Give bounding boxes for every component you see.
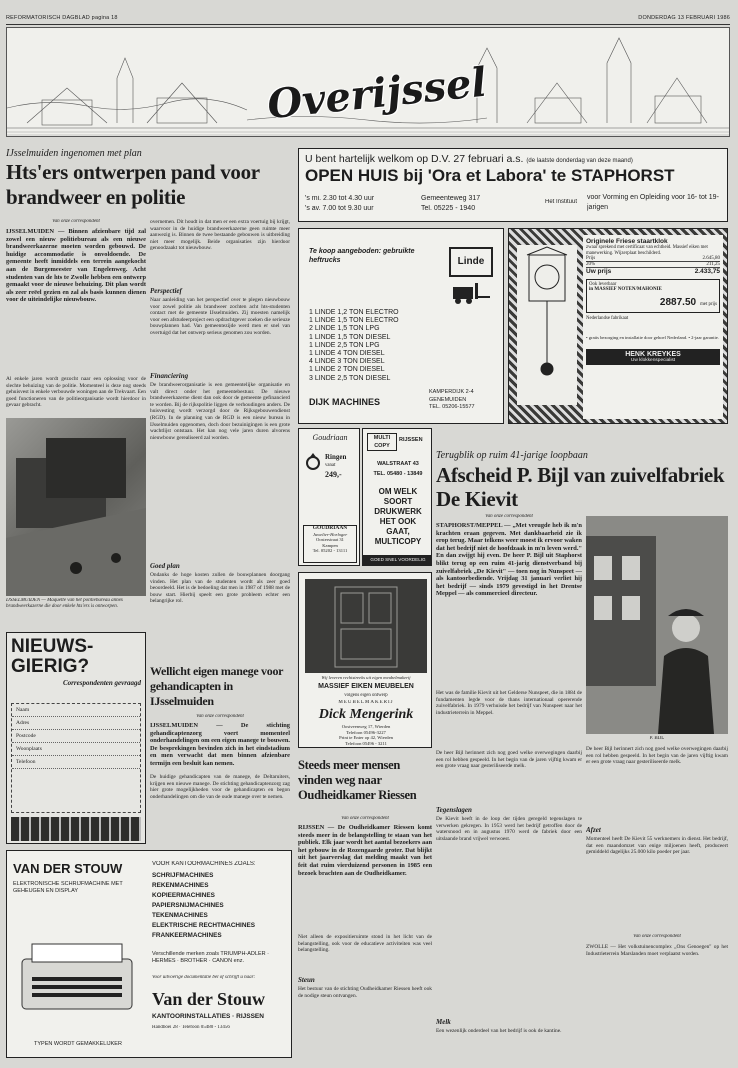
- article-title: Afscheid P. Bijl van zuivelfabriek De Kievit: [436, 463, 725, 511]
- article-body: De Kievit heeft in de loop der tijden geregeld tegenslagen te verwerken gekregen. In 1953 werd het bedrijf getroffen door de watersnood en in augustus 1970 werd de fabriek door een uitslaande brand vrijwel verwoest.: [436, 816, 582, 842]
- address-1: Gemeenteweg 317: [421, 195, 481, 202]
- list-item: 3 LINDE 2,5 TON DIESEL: [309, 374, 391, 382]
- article-body: Naar aanleiding van het perspectief over te plegen nieuwbouw voor zowel politie als brandweer zochten acht hts-studenten contact met de gemeente IJsselmuiden. Zij moesten namelijk voor een afstudeerproject een opdrachtgever zoeken die serieuze bouwplannen had. Van gemeentezijde werd men er snel van overtuigd dat het ontwerp serieus genomen zou worden.: [150, 297, 290, 336]
- maker: MEUBELMAKERIJ: [338, 700, 394, 705]
- offer-price: 2887.50: [659, 297, 697, 309]
- list-item: ELEKTRISCHE RECHTMACHINES: [152, 922, 255, 929]
- list-item: SCHRIJFMACHINES: [152, 872, 214, 879]
- article-body: De huidige gehandicapten van de manege, de Deltaruiters, krijgen een nieuwe manege. De stichting gehandicaptenzorg zag hier grote mogelijkheden voor de gehandicapten en begon onderhandelingen om die van de oude manege over te nemen.: [150, 774, 290, 800]
- subheading: Steun: [298, 976, 315, 984]
- forklift-icon: [449, 281, 493, 305]
- goudriaan-ad: [298, 428, 360, 566]
- article-kicker: IJsselmuiden ingenomen met plan: [6, 148, 142, 159]
- list-item: 1 LINDE 1,5 TON DIESEL: [309, 333, 391, 341]
- correspondent-line: Van onze correspondent: [52, 219, 100, 224]
- mengerink-ad: [298, 572, 432, 748]
- list-item: FRANKEERMACHINES: [152, 932, 222, 939]
- subheading: Perspectief: [150, 287, 182, 295]
- institute-label: Het Instituut: [545, 199, 578, 205]
- open-huis-ad: [298, 148, 728, 222]
- heftruck-ad: [298, 228, 504, 424]
- city: GENEMUIDEN: [429, 396, 467, 403]
- address-2: Tel. 05225 - 1940: [421, 205, 476, 212]
- nl-note: Nederlandse fabrikaat: [586, 316, 629, 322]
- article-title: Steeds meer mensen vinden weg naar Oudheidkamer Riessen: [298, 758, 417, 802]
- price-label: Uw prijs: [586, 268, 612, 276]
- address: Print te Enter op 42, Wierden: [339, 735, 393, 741]
- coupon-line: Adres: [12, 717, 140, 730]
- welcome-note: (de laatste donderdag van deze maand): [526, 158, 633, 164]
- vds-sub: ELEKTRONISCHE SCHRIJFMACHINE MET GEHEUGEN EN DISPLAY: [13, 881, 123, 894]
- article-body: De brandweerorganisatie is een gemeentelijke organisatie en valt direct onder het gemeentebestuur. De nieuwe brandweerkazerne dient dan ook door de gemeente gefinancierd te worden. Bij de rijkspolitie liggen de verhoudingen anders. De huisvesting wordt verzorgd door de Rijksgebouwendienst (RGD). In de planning van de RGD is een nieuw bureau in IJsselmuiden opgenomen, doch door bezuinigingen is een grote wachtlijst ontstaan. Het kan nog vele jaren duren alvorens nieuwbouw gerealiseerd zal worden.: [150, 382, 290, 441]
- offer-box: [586, 279, 720, 313]
- list-item: 2 LINDE 1,5 TON LPG: [309, 325, 380, 333]
- ad-title: NIEUWS-GIERIG?: [11, 637, 94, 677]
- correspondent-line: Van onze correspondent: [633, 934, 681, 939]
- correspondent-line: Van onze correspondent: [341, 816, 389, 821]
- multicopy-logo: MULTI COPY: [367, 433, 397, 451]
- clock-title: Originele Friese staartklok: [586, 238, 668, 245]
- name: GOUDRIAAN: [312, 525, 348, 531]
- typewriter-keys-image: [11, 817, 141, 841]
- article-body: overnemen. Dit houdt in dat men er een extra voertuig bij krijgt, waarvoor in de huidige brandweerkazerne geen ruimte meer aanwezig is. Binnen de twee bestaande gebouwen is uitbreiding niet meer mogelijk. Beide organisaties zijn hierdoor genoodzaakt tot nieuwbouw.: [150, 219, 290, 252]
- price-value: 211,25: [706, 262, 720, 268]
- multicopy-body: OM WELK SOORT DRUKWERK HET OOK GAAT, MULTICOPY: [374, 487, 422, 546]
- ring-icon: [303, 451, 323, 471]
- caption: Wij leveren rechtstreeks uit eigen meubelmakerij: [321, 675, 411, 680]
- article-title: Hts'ers ontwerpen pand voor brandweer en politie: [6, 160, 260, 209]
- article-body: Het was de familie Kievit uit het Gelderse Nunspeet, die in 1884 de fundamenten legde voor de thans internationaal opererende zuivelfabriek. In 1979 verhuisde het bedrijf van Nunspeet naar het industrieterrein in Meppel.: [436, 690, 582, 716]
- price-row: [586, 268, 720, 275]
- list-item: PAPIERSNIJMACHINES: [152, 902, 224, 909]
- article-body: De heer Bijl herinnert zich nog goed welke overwegingen daarbij een rol hebben gespeeld. In het begin van de jaren vijftig kwam er een grote vraag naar gesteriliseerde melk.: [436, 750, 582, 770]
- heftruck-heading: Te koop aangeboden: gebruikte heftrucks: [309, 248, 415, 264]
- cabinet-photo: [305, 579, 427, 673]
- name-sub: Juwelier-Horloger: [312, 531, 348, 537]
- vds-logo: Van der Stouw: [152, 989, 266, 1009]
- vds-tagline: TYPEN WORDT GEMAKKELIJKER: [34, 1041, 122, 1047]
- offer-price-row: [589, 292, 717, 310]
- clock-desc: zwaar sprekend met certificaat van echtheid. Massief eiken met manewerking. Wijzerplaat beschilderd.: [586, 245, 708, 256]
- page-header-left: REFORMATORISCH DAGBLAD pagina 18: [6, 15, 118, 21]
- page-header-right: DONDERDAG 13 FEBRUARI 1986: [638, 15, 730, 21]
- article-lead: STAPHORST/MEPPEL — „Met vreugde heb ik m'n krachten eraan gegeven. Met dankbaarheid zie ik erop terug. Maar telkens weer moest ik ervoor waken dat het bedrijf niet de hoofdzaak in m'n leven werd." En dan zwijgt hij even. De heer P. Bijl uit Staphorst blikt terug op een ruim 41-jarig dienstverband bij zuivelfabriek „De Kievit" — toen nog in Nunspeet — als kantoorbediende. Vrijdag 31 januari verliet hij het bedrijf — sinds 1979 gevestigd in het Drentse Meppel — als commercieel directeur.: [436, 522, 582, 598]
- typewriter-illustration: [17, 929, 137, 1019]
- article-lead: IJSSELMUIDEN — De stichting gehandicaptenzorg voert momenteel onderhandelingen om een eigen manege te bouwen. De besprekingen bevinden zich in het eindstadium en men verwacht dat men binnen afzienbare termijn een besluit kan nemen.: [150, 722, 290, 767]
- van-der-stouw-ad: [6, 850, 292, 1058]
- heftruck-list: [309, 309, 499, 385]
- list-item: 1 LINDE 4 TON DIESEL: [309, 350, 385, 358]
- price-prefix: vanaf: [325, 463, 336, 468]
- phone: Telefoon 05496 - 3211: [345, 740, 387, 746]
- times-1: 's mi. 2.30 tot 4.30 uur: [305, 195, 375, 202]
- shop-sub: Uw klokkenspecialist: [630, 357, 676, 363]
- list-item: KOPIEERMACHINES: [152, 892, 215, 899]
- dijk-address: [429, 389, 501, 419]
- phone: TEL. 05480 - 13849: [373, 471, 423, 477]
- street: Oosterstraat 31: [316, 537, 344, 543]
- street: KAMPERDIJK 2-4: [429, 389, 474, 395]
- linde-logo: [449, 247, 493, 277]
- street: WALSTRAAT 43: [377, 461, 419, 467]
- city: Kampen: [322, 542, 338, 548]
- subheading: Goed plan: [150, 562, 180, 570]
- notes: • gratis bezorging en installatie door gehoel Nederland. • 2-jaar garantie.: [586, 335, 719, 341]
- article-kicker: Terugblik op ruim 41-jarige loopbaan: [436, 450, 588, 461]
- linde-text: Linde: [457, 256, 485, 267]
- offer-label: Ook leverbaar: [589, 282, 617, 288]
- vds-brand: VAN DER STOUW: [13, 861, 123, 876]
- offer-unit: met prijs: [700, 302, 717, 308]
- list-item: 4 LINDE 3 TON DIESEL: [309, 358, 385, 366]
- vds-head: VOOR KANTOORMACHINES ZOALS:: [152, 861, 256, 867]
- coupon-line: Postcode: [12, 730, 140, 743]
- correspondent-line: Van onze correspondent: [196, 714, 244, 719]
- phone: Tel. 05202 - 13111: [312, 548, 348, 554]
- article-lead: RIJSSEN — De Oudheidkamer Riessen komt steeds meer in de belangstelling te staan van het publiek. Elk jaar wordt het aantal bezoekers aan het gebouw in de Rozengaarde groter. Dat blijkt uit het jaarverslag dat melding maakt van het feit dat ruim vierduizend personen in 1985 een bezoek brachten aan de Oudheidkamer.: [298, 824, 432, 877]
- goudriaan-name-box: [303, 525, 357, 563]
- vds-list: [152, 871, 287, 947]
- price-value: 2.433,75: [694, 268, 720, 276]
- multicopy-ad: [362, 428, 432, 566]
- list-item: REKENMACHINES: [152, 882, 209, 889]
- institute-desc: voor Vorming en Opleiding voor 16- tot 19-jarigen: [587, 194, 719, 211]
- correspondent-line: Van onze correspondent: [485, 514, 533, 519]
- list-item: 1 LINDE 2,5 TON LPG: [309, 341, 380, 349]
- price: 249,-: [325, 470, 342, 479]
- multicopy-footer: GOED SNEL VOORDELIG: [363, 555, 432, 565]
- vds-logo-sub: KANTOORINSTALLATIES · RIJSSEN: [152, 1013, 264, 1020]
- article-title: Wellicht eigen manege voor gehandicapten in IJsselmuiden: [150, 664, 283, 708]
- list-item: 1 LINDE 1,5 TON ELECTRO: [309, 317, 399, 325]
- banner-title: Overijssel: [265, 58, 489, 129]
- nieuwsgierig-ad: [6, 632, 146, 844]
- city: RIJSSEN: [399, 437, 423, 443]
- offer-desc: in MASSIEF NOTEN/MAHONIE: [589, 287, 662, 293]
- article-body: Niet alleen de expositieruimte stond in het licht van de belangstelling, ook voor de educatieve activiteiten was veel belangstelling.: [298, 934, 432, 954]
- open-huis-title: OPEN HUIS bij 'Ora et Labora' te STAPHORST: [305, 166, 675, 185]
- kreykes-content: [583, 235, 723, 419]
- product-label: Ringen: [325, 453, 347, 461]
- price-label: Prijs: [586, 256, 596, 262]
- portrait-photo: [586, 516, 728, 734]
- name: Dick Mengerink: [318, 707, 414, 722]
- phone: TEL. 05206-15577: [429, 404, 475, 410]
- times-2: 's av. 7.00 tot 9.30 uur: [305, 205, 374, 212]
- list-item: TEKENMACHINES: [152, 912, 208, 919]
- subheading: Financiering: [150, 372, 189, 380]
- title: MASSIEF EIKEN MEUBELEN: [318, 683, 414, 690]
- address: Oostveenweg 17, Wierden: [341, 724, 391, 729]
- subheading: Tegenslagen: [436, 806, 472, 814]
- subheading: Afzet: [586, 826, 601, 834]
- subtitle: volgens eigen ontwerp: [344, 693, 388, 698]
- vds-service: Voor uitvoerige documentatie bel of schrijft u naar:: [152, 975, 256, 980]
- vds-logo-addr: Handboei 28 · Telefoon 05480 - 13456: [152, 1025, 230, 1030]
- price-value: 2.645,80: [702, 256, 720, 262]
- clock-illustration: [517, 245, 577, 405]
- welcome-main: U bent hartelijk welkom op D.V. 27 februari a.s.: [305, 153, 524, 165]
- coupon-line: Naam: [12, 704, 140, 717]
- price-label: 20%: [586, 262, 596, 268]
- article-lead: IJSSELMUIDEN — Binnen afzienbare tijd zal zowel een nieuw politiebureau als een nieuwe brandweerkazerne moeten worden gebouwd. De huidige accommodatie is onvoldoende. De gemeente heeft inmiddels een terrein aangekocht aan de Burgemeester van Engelenweg. Acht studenten van de hts te Zwolle hebben een ontwerp gemaakt voor de nieuwe behuizing. Dit plan wordt als zeer reëel gezien en zal als basis kunnen dienen voor de uiteindelijke nieuwbouw.: [6, 228, 146, 304]
- article-body: Momenteel heeft De Kievit 55 werknemers in dienst. Het bedrijf, dat een maandomzet van enige miljoenen heeft, produceert gemiddeld dagelijks 25.000 kilo poeder per jaar.: [586, 836, 728, 856]
- contact: [303, 724, 429, 748]
- article-body: De heer Bijl herinnert zich nog goed welke overwegingen daarbij een rol hebben gespeeld. In het begin van de jaren vijftig kwam er een grote vraag naar gesteriliseerde melk.: [586, 746, 728, 766]
- welcome-text: [305, 153, 725, 165]
- photo-caption: P. BIJL: [649, 736, 665, 741]
- dijk-logo: DIJK MACHINES: [309, 397, 381, 407]
- coupon-line: Woonplaats: [12, 743, 140, 756]
- ad-subtitle: Correspondenten gevraagd: [63, 679, 141, 687]
- coupon-line: Telefoon: [12, 756, 140, 769]
- goudriaan-logo: Goudriaan: [312, 433, 348, 442]
- article-body: Al enkele jaren wordt gezocht naar een oplossing voor de slechte behuizing van de politie. Momenteel is deze nog steeds gehuisvest in enkele verbouwde woningen aan de Trekvaart. Een goed functioneren van de politieorganisatie wordt hierdoor in gevaar gebracht.: [6, 376, 146, 409]
- regional-banner: [6, 27, 730, 137]
- phone: Telefoon 05496-3227: [346, 729, 386, 735]
- vds-brands: Verschillende merken zoals TRIUMPH-ADLER · HERMES · BROTHER · CANON enz.: [152, 951, 269, 964]
- article-body: Het bestuur van de stichting Oudheidkamer Riessen heeft ook de nodige steun ontvangen.: [298, 986, 432, 999]
- photo-caption: IJSSELMUIDEN — Maquette van het politiebureau annex brandweerkazerne die door enkele hts'ers is ontworpen.: [6, 598, 124, 609]
- article-body: Een wezenlijk onderdeel van het bedrijf is ook de kantine.: [436, 1028, 562, 1034]
- list-item: 1 LINDE 1,2 TON ELECTRO: [309, 309, 399, 316]
- shop-title: HENK KREYKES: [625, 350, 681, 358]
- list-item: 1 LINDE 2 TON DIESEL: [309, 366, 385, 374]
- coupon: [11, 703, 141, 813]
- shop-name: [586, 349, 720, 365]
- article-body: Ondanks de hoge kosten zullen de bouwplannen doorgang vinden. Het plan van de studenten wordt als zeer goed beoordeeld. Het is de bedoeling dat men in 1987 of 1988 met de bouw start. Hierbij speelt een grote probleem echter een belangrijke rol.: [150, 572, 290, 605]
- kreykes-ad: [508, 228, 728, 424]
- subheading: Melk: [436, 1018, 451, 1026]
- article-body: ZWOLLE — Het volkstuinencomplex „Ons Genoegen" op het Industrieterrein Marslanden moet verplaatst worden.: [586, 944, 728, 957]
- maquette-photo: [6, 418, 146, 596]
